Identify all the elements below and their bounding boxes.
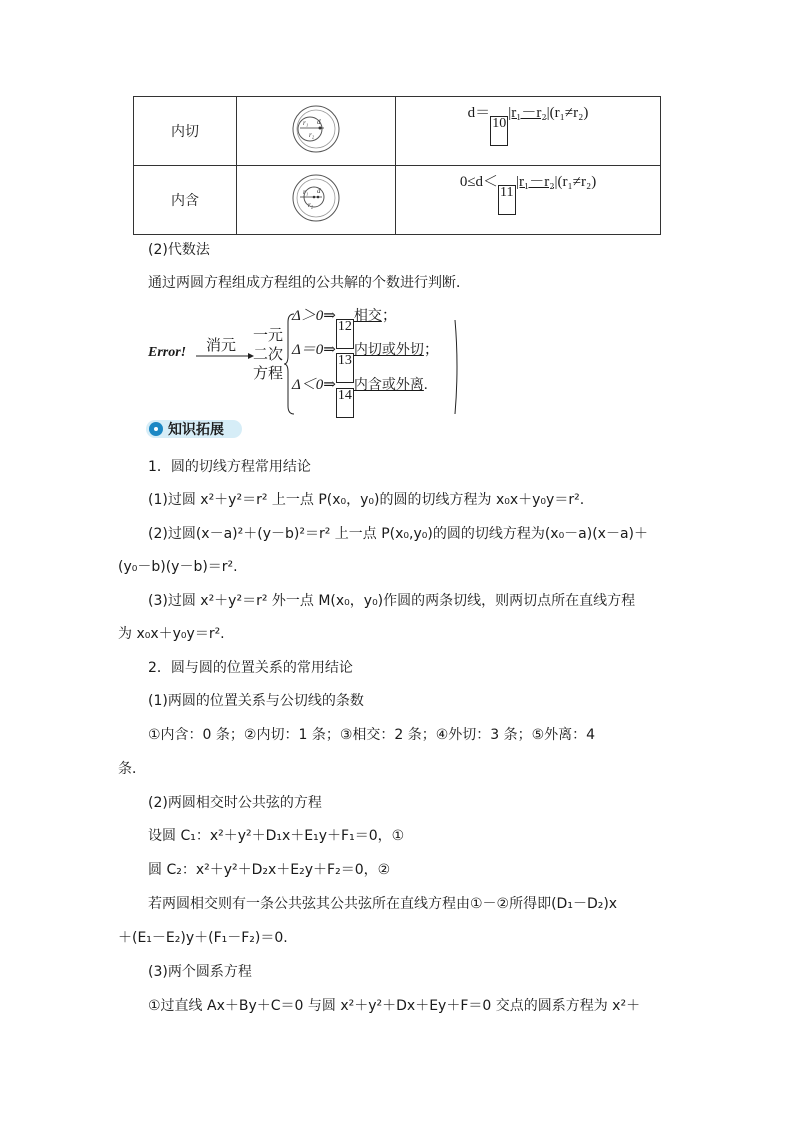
answer-box: 10 <box>490 116 508 146</box>
position-relation-table <box>133 96 661 235</box>
formula-answer: |r₁－r₂| <box>516 174 558 190</box>
case-greater: Δ＞0⇒12相交； <box>292 304 397 349</box>
relation-name: 内切 <box>134 97 237 166</box>
equation-type-label: 一元 二次 方程 <box>253 326 284 382</box>
paragraph-line: (2)过圆(x－a)²＋(y－b)²＝r² 上一点 P(x₀,y₀)的圆的切线方程为(x₀－a)(x－a)＋ <box>148 526 649 542</box>
contained-circles-figure <box>286 173 346 223</box>
paragraph-line: 若两圆相交则有一条公共弦其公共弦所在直线方程由①－②所得即(D₁－D₂)x <box>148 896 618 912</box>
section-heading: (2)代数法 <box>148 242 210 258</box>
paragraph-line: ①内含：0 条；②内切：1 条；③相交：2 条；④外切：3 条；⑤外离：4 <box>148 727 596 743</box>
right-bracket-icon <box>453 318 461 416</box>
formula-prefix: 0≤d＜ <box>459 174 499 190</box>
formula-condition: (r₁≠r₂) <box>549 105 589 121</box>
subsection-heading: 1．圆的切线方程常用结论 <box>148 459 311 475</box>
figure-cell <box>237 166 396 235</box>
fig-label-r1: r₁ <box>303 119 309 127</box>
formula-condition: (r₁≠r₂) <box>557 174 597 190</box>
fig-label-r2: r₂ <box>309 131 315 139</box>
answer-box: 12 <box>336 319 354 349</box>
paragraph-line: (3)过圆 x²＋y²＝r² 外一点 M(x₀，y₀)作圆的两条切线，则两切点所在直线方程 <box>148 593 636 609</box>
algebra-description: 通过两圆方程组成方程组的公共解的个数进行判断． <box>148 275 470 291</box>
formula-cell <box>396 97 661 166</box>
error-label: Error! <box>148 345 187 360</box>
paragraph-line: 设圆 C₁：x²＋y²＋D₁x＋E₁y＋F₁＝0，① <box>148 828 405 844</box>
bullet-icon <box>149 422 163 436</box>
paragraph-line: ①过直线 Ax＋By＋C＝0 与圆 x²＋y²＋Dx＋Ey＋F＝0 交点的圆系方程为 x²＋ <box>148 998 641 1014</box>
table-row <box>134 166 661 235</box>
badge-label: 知识拓展 <box>168 422 224 438</box>
formula-prefix: d＝ <box>467 105 491 121</box>
case-equal: Δ＝0⇒13内切或外切； <box>292 338 439 383</box>
answer-box: 11 <box>498 185 516 215</box>
paragraph-line: (3)两个圆系方程 <box>148 964 252 980</box>
arrow-label: 消元 <box>206 336 237 354</box>
answer-box: 13 <box>336 353 354 383</box>
internally-tangent-circles-figure <box>286 104 346 154</box>
paragraph-line: (1)过圆 x²＋y²＝r² 上一点 P(x₀，y₀)的圆的切线方程为 x₀x＋y₀y＝r². <box>148 492 585 508</box>
case-less: Δ＜0⇒14内含或外离. <box>292 373 428 418</box>
formula-answer: |r₁－r₂| <box>508 105 550 121</box>
paragraph-line: (y₀－b)(y－b)＝r². <box>118 559 238 575</box>
paragraph-line: 圆 C₂：x²＋y²＋D₂x＋E₂y＋F₂＝0，② <box>148 862 391 878</box>
paragraph-line: 条． <box>118 761 146 777</box>
paragraph-line: ＋(E₁－E₂)y＋(F₁－F₂)＝0. <box>118 930 288 946</box>
fig-label-d: d <box>317 187 321 195</box>
fig-label-d: d <box>317 118 321 126</box>
fig-label-r1: r₁ <box>303 188 309 196</box>
paragraph-line: 为 x₀x＋y₀y＝r². <box>118 626 225 642</box>
knowledge-extension-badge <box>146 418 242 440</box>
right-arrow-icon <box>196 351 254 361</box>
paragraph-line: (1)两圆的位置关系与公切线的条数 <box>148 693 364 709</box>
subsection-heading: 2．圆与圆的位置关系的常用结论 <box>148 660 353 676</box>
figure-cell <box>237 97 396 166</box>
fig-label-r2: r₂ <box>308 201 314 209</box>
table-row <box>134 97 661 166</box>
formula-cell <box>396 166 661 235</box>
paragraph-line: (2)两圆相交时公共弦的方程 <box>148 795 322 811</box>
answer-box: 14 <box>336 388 354 418</box>
relation-name: 内含 <box>134 166 237 235</box>
